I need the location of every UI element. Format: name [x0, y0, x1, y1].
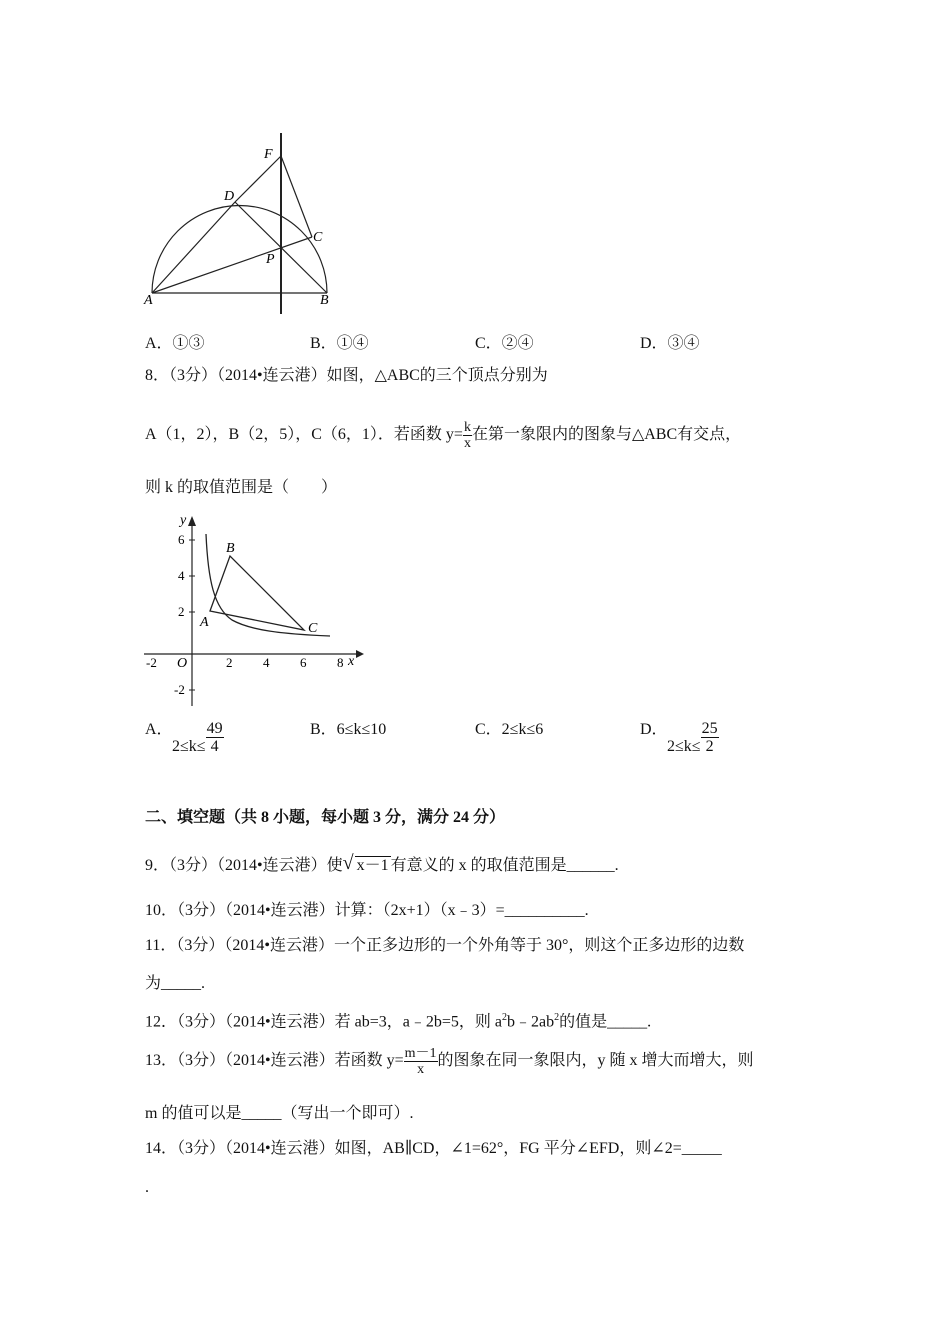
q8-line1: 8．（3分）（2014•连云港）如图，△ABC的三个顶点分别为 [145, 367, 548, 384]
q8-option-a-text: 2≤k≤ [172, 738, 206, 756]
x-tick-label-6: 6 [300, 655, 307, 670]
x-tick-label-2: 2 [226, 655, 233, 670]
q12-pre: 12．（3分）（2014•连云港）若 ab=3，a﹣2b=5，则 a [145, 1013, 502, 1031]
q9-radicand: x－1 [356, 857, 389, 874]
q8-option-d-den: 2 [705, 738, 714, 755]
q13-post: 的图象在同一象限内，y 随 x 增大而增大，则 [437, 1052, 754, 1070]
q12-sup2: 2 [554, 1012, 560, 1023]
x-tick-label-8: 8 [337, 655, 344, 670]
q11-line2: 为_____. [145, 975, 206, 992]
label-c: C [313, 230, 323, 245]
q8-option-a-den: 4 [210, 738, 219, 755]
q8-line2-post: 在第一象限内的图象与△ABC有交点， [471, 426, 742, 444]
q8-fraction [463, 420, 472, 451]
origin-label: O [177, 656, 188, 671]
q8-option-b: B．6≤k≤10 [310, 721, 387, 738]
y-tick-label-neg2: -2 [174, 682, 185, 697]
q7-figure [140, 128, 340, 318]
segment-fc [281, 156, 312, 237]
label-f: F [264, 147, 273, 162]
q8-frac-num: k [463, 420, 471, 435]
y-axis-arrow [188, 516, 196, 526]
q8-option-a-frac [206, 720, 224, 755]
label-a: A [144, 293, 153, 308]
q13-frac-num: m－1 [404, 1046, 437, 1061]
q8-line2-pre: A（1，2），B（2，5），C（6，1）．若函数 y= [145, 426, 463, 444]
semicircle-arc [152, 206, 327, 294]
label-b: B [320, 293, 329, 308]
q9-pre: 9．（3分）（2014•连云港）使 [145, 857, 343, 874]
x-tick-label-neg2: -2 [146, 655, 157, 670]
q8-line3: 则 k 的取值范围是（ ） [145, 479, 338, 496]
q9 [145, 852, 619, 876]
q8-option-d-label: D． [640, 721, 668, 738]
q12-mid: b﹣2ab [506, 1013, 555, 1031]
x-axis-arrow [356, 650, 364, 658]
q7-option-c: C．②④ [475, 335, 534, 352]
q12-sup1: 2 [501, 1012, 507, 1023]
q8-option-d-num: 25 [701, 720, 718, 737]
q13-line1 [145, 1046, 754, 1077]
point-label-b: B [226, 541, 235, 556]
q8-frac-den: x [463, 436, 471, 451]
q8-line2 [145, 420, 741, 451]
y-tick-label-6: 6 [178, 532, 185, 547]
x-axis-label: x [348, 654, 355, 669]
q8-option-a-expr [172, 720, 224, 755]
segment-ac [152, 237, 312, 293]
q8-option-a-label: A． [145, 721, 173, 738]
y-axis-label: y [180, 513, 187, 528]
x-tick-label-4: 4 [263, 655, 270, 670]
q8-option-d [640, 720, 668, 740]
q8-option-c: C．2≤k≤6 [475, 721, 544, 738]
point-label-c: C [308, 621, 318, 636]
q13-frac-den: x [417, 1062, 425, 1077]
q8-option-a [145, 720, 173, 740]
y-tick-label-4: 4 [178, 568, 185, 583]
q8-option-a-num: 49 [206, 720, 223, 737]
q12 [145, 1008, 651, 1032]
triangle-abc [210, 556, 304, 630]
q11-line1: 11．（3分）（2014•连云港）一个正多边形的一个外角等于 30°，则这个正多边形的边数 [145, 937, 745, 954]
q13-fraction [404, 1046, 438, 1077]
q10: 10．（3分）（2014•连云港）计算：（2x+1）（x﹣3）=__________. [145, 902, 589, 919]
q7-option-b: B．①④ [310, 335, 369, 352]
q14-line2: . [145, 1179, 149, 1196]
y-tick-label-2: 2 [178, 604, 185, 619]
q9-sqrt: √ x－1 [342, 852, 389, 874]
q8-option-d-frac [701, 720, 719, 755]
section2-title: 二、填空题（共 8 小题，每小题 3 分，满分 24 分） [145, 809, 506, 826]
label-p: P [266, 252, 275, 267]
q8-option-d-text: 2≤k≤ [667, 738, 701, 756]
q8-figure [140, 510, 370, 710]
q8-option-d-expr [667, 720, 719, 755]
point-label-a: A [200, 615, 209, 630]
q13-line2: m 的值可以是_____（写出一个即可）. [145, 1105, 414, 1122]
q13-pre: 13．（3分）（2014•连云港）若函数 y= [145, 1052, 404, 1070]
segment-df [235, 156, 281, 202]
q12-post: 的值是_____. [559, 1013, 652, 1031]
q9-post: 有意义的 x 的取值范围是______. [390, 857, 619, 874]
q14-line1: 14．（3分）（2014•连云港）如图，AB∥CD，∠1=62°，FG 平分∠EFD，则∠2=_____ [145, 1140, 722, 1157]
q7-option-d: D．③④ [640, 335, 700, 352]
q7-option-a: A．①③ [145, 335, 205, 352]
label-d: D [224, 189, 235, 204]
